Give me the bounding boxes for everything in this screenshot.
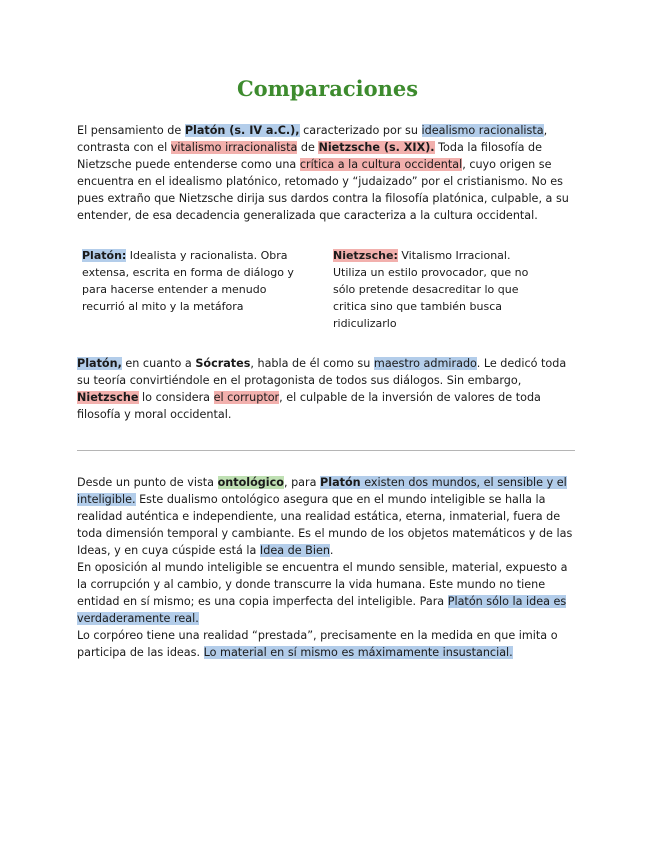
text: , cuyo origen se encuentra en el idealismo platónico, retomado y “judaizado” por el cristianismo. No es pues extraño que Nietzsche dirija sus dardos contra la filosofía platónica, culpable, a su entender, de esa decadencia generalizada que caracteriza a la cultura occidental. bbox=[77, 158, 569, 222]
platon-summary-text: Idealista y racionalista. Obra extensa, escrita en forma de diálogo y para hacerse entender a menudo recurrió al mito y la metáfora bbox=[82, 249, 294, 313]
text: , para bbox=[283, 476, 321, 489]
nietzsche-label: Nietzsche: bbox=[333, 249, 398, 262]
highlight-material: Lo material en sí mismo es máximamente insustancial. bbox=[203, 646, 513, 659]
text: caracterizado por su bbox=[299, 124, 422, 137]
text: , el culpable de la inversión de valores de toda filosofía y moral occidental. bbox=[77, 391, 541, 421]
text: Toda la filosofía de Nietzsche puede entenderse como una bbox=[77, 141, 543, 171]
text: En oposición al mundo inteligible se encuentra el mundo sensible, material, expuesto a la corrupción y al cambio, y donde transcurre la vida humana. Este mundo no tiene entidad en sí mismo; es una copia imperfecta del inteligible. Para bbox=[77, 561, 568, 608]
highlight-idea-bien: Idea de Bien bbox=[259, 544, 330, 557]
text: lo considera bbox=[138, 391, 214, 404]
highlight-idealismo: idealismo racionalista bbox=[421, 124, 544, 137]
text: El pensamiento de bbox=[77, 124, 185, 137]
text: Lo corpóreo tiene una realidad “prestada”, precisamente en la medida en que imita o participa de las ideas. bbox=[77, 629, 558, 659]
paragraph-intro bbox=[77, 122, 577, 224]
bold-socrates: Sócrates bbox=[195, 357, 251, 370]
text: en cuanto a bbox=[121, 357, 196, 370]
highlight-corruptor: el corruptor bbox=[213, 391, 280, 404]
platon-label: Platón: bbox=[82, 249, 127, 262]
text: , habla de él como su bbox=[250, 357, 374, 370]
platon-summary bbox=[82, 247, 312, 315]
text: . Le dedicó toda su teoría convirtiéndole en el protagonista de todos sus diálogos. Sin embargo, bbox=[77, 357, 567, 387]
highlight-dos-mundos: existen dos mundos, el sensible y el inteligible. bbox=[77, 476, 567, 506]
highlight-ontologico: ontológico bbox=[217, 476, 284, 489]
highlight-vitalismo: vitalismo irracionalista bbox=[170, 141, 298, 154]
paragraph-ontologia bbox=[77, 474, 579, 661]
text: . bbox=[329, 544, 334, 557]
highlight-platon: Platón (s. IV a.C.), bbox=[184, 124, 300, 137]
bold-platon: Platón bbox=[320, 476, 361, 489]
highlight-nietzsche: Nietzsche (s. XIX). bbox=[318, 141, 435, 154]
highlight-critica: crítica a la cultura occidental bbox=[299, 158, 463, 171]
highlight-maestro: maestro admirado bbox=[373, 357, 477, 370]
text: Desde un punto de vista bbox=[77, 476, 218, 489]
text: de bbox=[297, 141, 319, 154]
highlight-platon: Platón, bbox=[77, 357, 122, 370]
text: , contrasta con el bbox=[77, 124, 548, 154]
highlight-idea-real: Platón sólo la idea es verdaderamente real. bbox=[77, 595, 567, 625]
nietzsche-summary-text: Vitalismo Irracional. Utiliza un estilo provocador, que no sólo pretende desacreditar lo que critica sino que también busca ridiculizarlo bbox=[333, 249, 529, 330]
text: Este dualismo ontológico asegura que en el mundo inteligible se halla la realidad auténtica e independiente, una realidad estática, eterna, inmaterial, fuera de toda dimensión temporal y cambiante. Es el mundo de los objetos matemáticos y de las Ideas, y en cuya cúspide está la bbox=[77, 493, 573, 557]
highlight-nietzsche: Nietzsche bbox=[77, 391, 139, 404]
paragraph-socrates bbox=[77, 355, 577, 423]
divider bbox=[77, 450, 575, 451]
nietzsche-summary bbox=[333, 247, 543, 332]
page-title: Comparaciones bbox=[236, 76, 419, 101]
